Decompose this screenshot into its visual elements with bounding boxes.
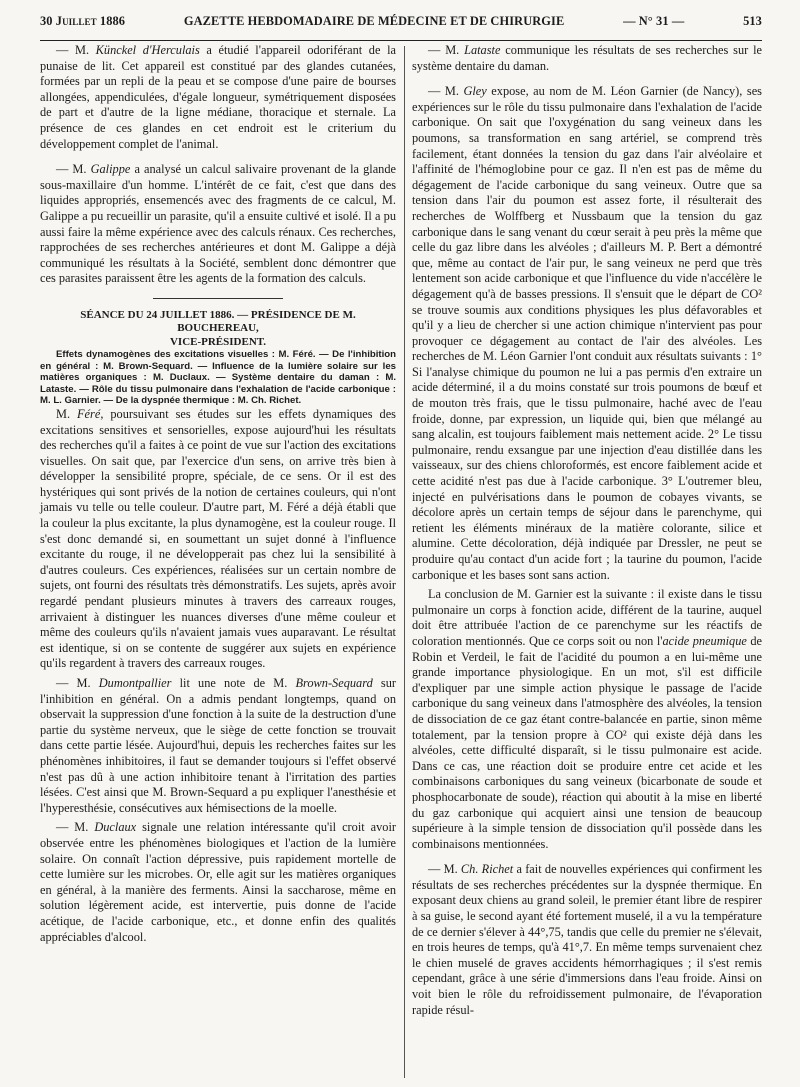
paragraph-duclaux — [40, 820, 396, 945]
left-column — [40, 43, 396, 945]
header-issue: — N° 31 — — [623, 14, 685, 28]
para-lead: — M. — [428, 862, 461, 877]
paragraph-text: signale une relation intéressante qu'il croit avoir observée entre les phénomènes biologiques et l'action de la lumière solaire. On connaît l'action dépressive, puis rapidement mortelle de cette lumière sur les microbes. Or, elle agit sur les matières organiques en général, à la manière des ferments. Ainsi la saccharose, même en solution légèrement acide, est intervertie, puis donne de l'acide acétique, de l'acide carbonique, etc., et donne enfin des qualités appréciables d'alcool. — [40, 820, 397, 944]
column-separator — [404, 46, 405, 1078]
para-lead: M. — [56, 406, 78, 421]
author-name: Ch. Richet — [460, 862, 514, 877]
author-name: Dumontpallier — [98, 676, 172, 690]
paragraph-text: de Robin et Verdeil, le fait de l'acidité du poumon a en lui-même une grande importance physiologique. En un mot, s'il est difficile d'expliquer par une simple action physique le passage de l'acide carbonique du sang veineux dans l'atmosphère des alvéoles, la tension de dissociation de ce gaz étant contre-balancée en partie, sinon même totalement, par la tension propre à CO² qui existe déjà dans les alvéoles, cette difficulté disparaît, si le tissu pulmonaire est acide. Dans ce cas, une réaction doit se produire entre cet acide et les combinaisons carboniques du sang veineux (bicarbonate de soude et phosphocarbonate de soude), réaction qui aboutit à la mise en liberté du gaz carbonique qui acquiert ainsi une tension de beaucoup supérieure à la simple tension de dissociation qu'il possède dans les combinaisons mentionnées. — [412, 633, 762, 851]
seance-heading: SÉANCE DU 24 JUILLET 1886. — PRÉSIDENCE DE M. BOUCHEREAU, — [80, 308, 356, 335]
header-date: 30 Juillet 1886 — [40, 14, 126, 28]
paragraph-text: expose, au nom de M. Léon Garnier (de Nancy), ses expériences sur le rôle du tissu pulmonaire dans l'exhalation de l'acide carbonique. On sait que l'oxygénation du sang veineux dans les poumons, sa transformation en sang artériel, se comprend très facilement, étant données la tension du gaz dans l'air alvéolaire et l'affinité de l'hémoglobine pour ce gaz. Il n'en est pas de même du dégagement de l'acide carbonique du sang veineux. Outre que sa tension dans l'air du poumon est assez forte, il résulterait des recherches de Wolffberg et Nussbaum que la tension du gaz carbonique dans le sang venant du cœur serait à peu près la même que celle du gaz libre dans les alvéoles ; d'ailleurs M. P. Bert a démontré que, même au contact de l'air pur, le sang veineux ne perd que très lentement son acide carbonique et que l'influence du vide n'accélère le dégagement qu'à de basses pressions. Il s'ensuit que le départ de CO² se trouve soumis aux conditions physiques les plus défavorables et qu'il y a lieu de chercher si une action chimique n'intervient pas pour provoquer ce dégagement au contact de l'air des alvéoles. Les recherches de M. Léon Garnier l'ont conduit aux résultats suivants : 1° Si l'analyse chimique du poumon ne lui a pas permis d'en extraire un acide déterminé, il a du moins constaté sur trois poumons de bœuf et de mouton très frais, que le tissu pulmonaire, haché avec de l'eau froide, donne, par expression, un liquide qui, bien que mélangé au sang alcalin, est toujours faiblement mais nettement acide. 2° Le tissu pulmonaire, rendu exsangue par une injection d'eau distillée dans les vaisseaux, sur des chiens chloroformés, est encore faiblement acide et cette acidité n'est pas due à l'acide carbonique. 3° L'outremer bleu, injecté en pulvérisations dans le poumon de cobayes vivants, se décolore après un certain temps de séjour dans le parenchyme, qui retient les éléments minéraux de la matière colorante, silice et alumine. Cette décoloration, déjà indiquée par Dressler, ne peut se produire qu'au contact d'un acide fort ; la taurine du poumon, l'acide carbonique et les bases sont sans action. — [412, 84, 762, 582]
paragraph-text: La conclusion de M. Garnier est la suivante : il existe dans le tissu pulmonaire un corps à fonction acide, différent de la taurine, auquel doit être attribuée l'action de ce parenchyme sur les réactifs de coloration mentionnés. Que ce corps soit ou non l' — [412, 587, 762, 648]
paragraph-dumontpallier — [40, 676, 396, 816]
para-lead: — M. — [56, 43, 96, 57]
session-summary: Effets dynamogènes des excitations visuelles : M. Féré. — De l'inhibition en général : M. Brown-Sequard. — Influence de la lumière solaire sur les matières organiques : M. Duclaux. — Système dentaire du daman : M. Lataste. — Rôle du tissu pulmonaire dans l'exhalation de l'acide carbonique : M. L. Garnier. — De la dyspnée thermique : M. Ch. Richet. — [40, 349, 396, 407]
para-lead: — M. — [428, 43, 465, 57]
author-name: Duclaux — [94, 820, 137, 835]
para-lead: — M. — [56, 162, 91, 177]
header-journal: GAZETTE HEBDOMADAIRE DE MÉDECINE ET DE CHIRURGIE — [183, 14, 565, 28]
paragraph-gley — [412, 84, 762, 583]
italic-term: acide pneumique — [662, 633, 747, 648]
paragraph-galippe — [40, 162, 396, 287]
paragraph-lataste — [412, 43, 762, 74]
section-divider — [153, 298, 283, 299]
author-name: Féré — [77, 406, 101, 421]
running-header — [40, 14, 762, 29]
author-name: Brown-Sequard — [295, 676, 373, 690]
header-rule — [40, 40, 762, 41]
paragraph-text: sur l'inhibition en général. On a admis pendant longtemps, quand on observait la suppression d'une fonction à la suite de la destruction d'une partie du système nerveux, que le siège de cette fonction se trouvait dans cette partie lésée. Aujourd'hui, depuis les recherches faites sur les phénomènes inhibitoires, il faut se demander toujours si l'effet observé n'est pas dû à une action inhibitoire tenant à l'irritation des parties lésées. C'est ainsi que M. Brown-Sequard a pu expliquer l'anesthésie et l'hyperesthésie, consécutives aux hémisections de la moelle. — [40, 676, 396, 815]
seance-subheading: VICE-PRÉSIDENT. — [169, 335, 267, 348]
paragraph-garnier-conclusion — [412, 587, 762, 852]
para-lead: — M. — [56, 676, 99, 690]
paragraph-richet — [412, 862, 762, 1018]
paragraph-text: communique les résultats de ses recherches sur le système dentaire du daman. — [412, 43, 762, 73]
para-lead: — M. — [428, 84, 464, 99]
para-lead: — M. — [56, 820, 95, 835]
author-name: Lataste — [464, 43, 501, 57]
author-name: Gley — [463, 84, 487, 99]
para-mid: lit une note de M. — [171, 676, 296, 690]
paragraph-fere — [40, 407, 396, 672]
paragraph-kunckel — [40, 43, 396, 152]
right-column — [412, 43, 762, 1018]
header-page-number: 513 — [743, 14, 762, 28]
author-name: Galippe — [90, 162, 131, 177]
paragraph-text: a analysé un calcul salivaire provenant de la glande sous-maxillaire d'un homme. L'intérêt de ce fait, c'est que dans des liquides appropriés, ensemencés avec des fragments de ce calcul, M. Galippe a pu recueillir un parasite, qu'il a ensuite cultivé et isolé. Il a pu aussi faire la même expérience avec des calculs rénaux. Ces recherches, rapprochées de ses recherches antérieures et dont M. Galippe a déjà communiqué les résultats à la Société, semblent donc démontrer que ces parasites paraissent être les agents de la formation des calculs. — [40, 162, 397, 286]
paragraph-text: a étudié l'appareil odoriférant de la punaise de lit. Cet appareil est constitué par des glandes cutanées, formées par un repli de la peau et se compose d'une paire de bourses allongées, appendiculées, d'égale longueur, symétriquement disposées de part et d'autre de la ligne médiane, thoracique et sternale. La présence de ces glandes en cet endroit est le criterium du développement complet de l'animal. — [40, 43, 396, 151]
author-name: Künckel d'Herculais — [95, 43, 200, 57]
paragraph-text: a fait de nouvelles expériences qui confirment les résultats de ses recherches précédentes sur la dyspnée thermique. En exposant deux chiens au grand soleil, le premier étant libre de respirer à sa guise, le second ayant été fortement muselé, il a vu la température de ce dernier s'élever à 44°,75, tandis que celle du premier ne s'élevait, en trois heures de temps, qu'à 41°,7. En même temps survenaient chez le chien muselé de graves accidents hémorrhagiques ; il s'est remis cependant, grâce à une série d'immersions dans l'eau froide. Ainsi on voit bien le rôle du refroidissement pulmonaire, de l'évaporation rapide résul- — [412, 862, 763, 1017]
paragraph-text: , poursuivant ses études sur les effets dynamiques des excitations sensitives et sensorielles, expose aujourd'hui les résultats des recherches qu'il a faites à ce point de vue sur l'action des excitations visuelles. On sait que, par l'exercice d'un sens, on arrive très bien à développer la sensibilité propre, spéciale, de ce sens. Or il est des hystériques qui sont privés de la notion de certaines couleurs, qui n'ont jamais vu telle ou telle couleur. D'autre part, M. Féré a déjà établi que la couleur la plus excitante, la plus dynamogène, est la couleur rouge. Il s'est donc demandé si, en soumettant un sujet donné à l'influence excitante du rouge, il ne développerait pas chez lui la sensibilité à d'autres couleurs. Ces expériences, réalisées sur un certain nombre de sujets, ont fourni des résultats très démonstratifs. Les sujets, après avoir regardé pendant plusieurs minutes à travers des carreaux rouges, arrivaient à distinguer les nuances diverses d'une même couleur et même des couleurs qu'ils n'avaient jamais vues auparavant. Le résultat est identique, si on se contente de suggérer aux sujets en expérience qu'ils regardent à travers des carreaux rouges. — [40, 406, 396, 671]
